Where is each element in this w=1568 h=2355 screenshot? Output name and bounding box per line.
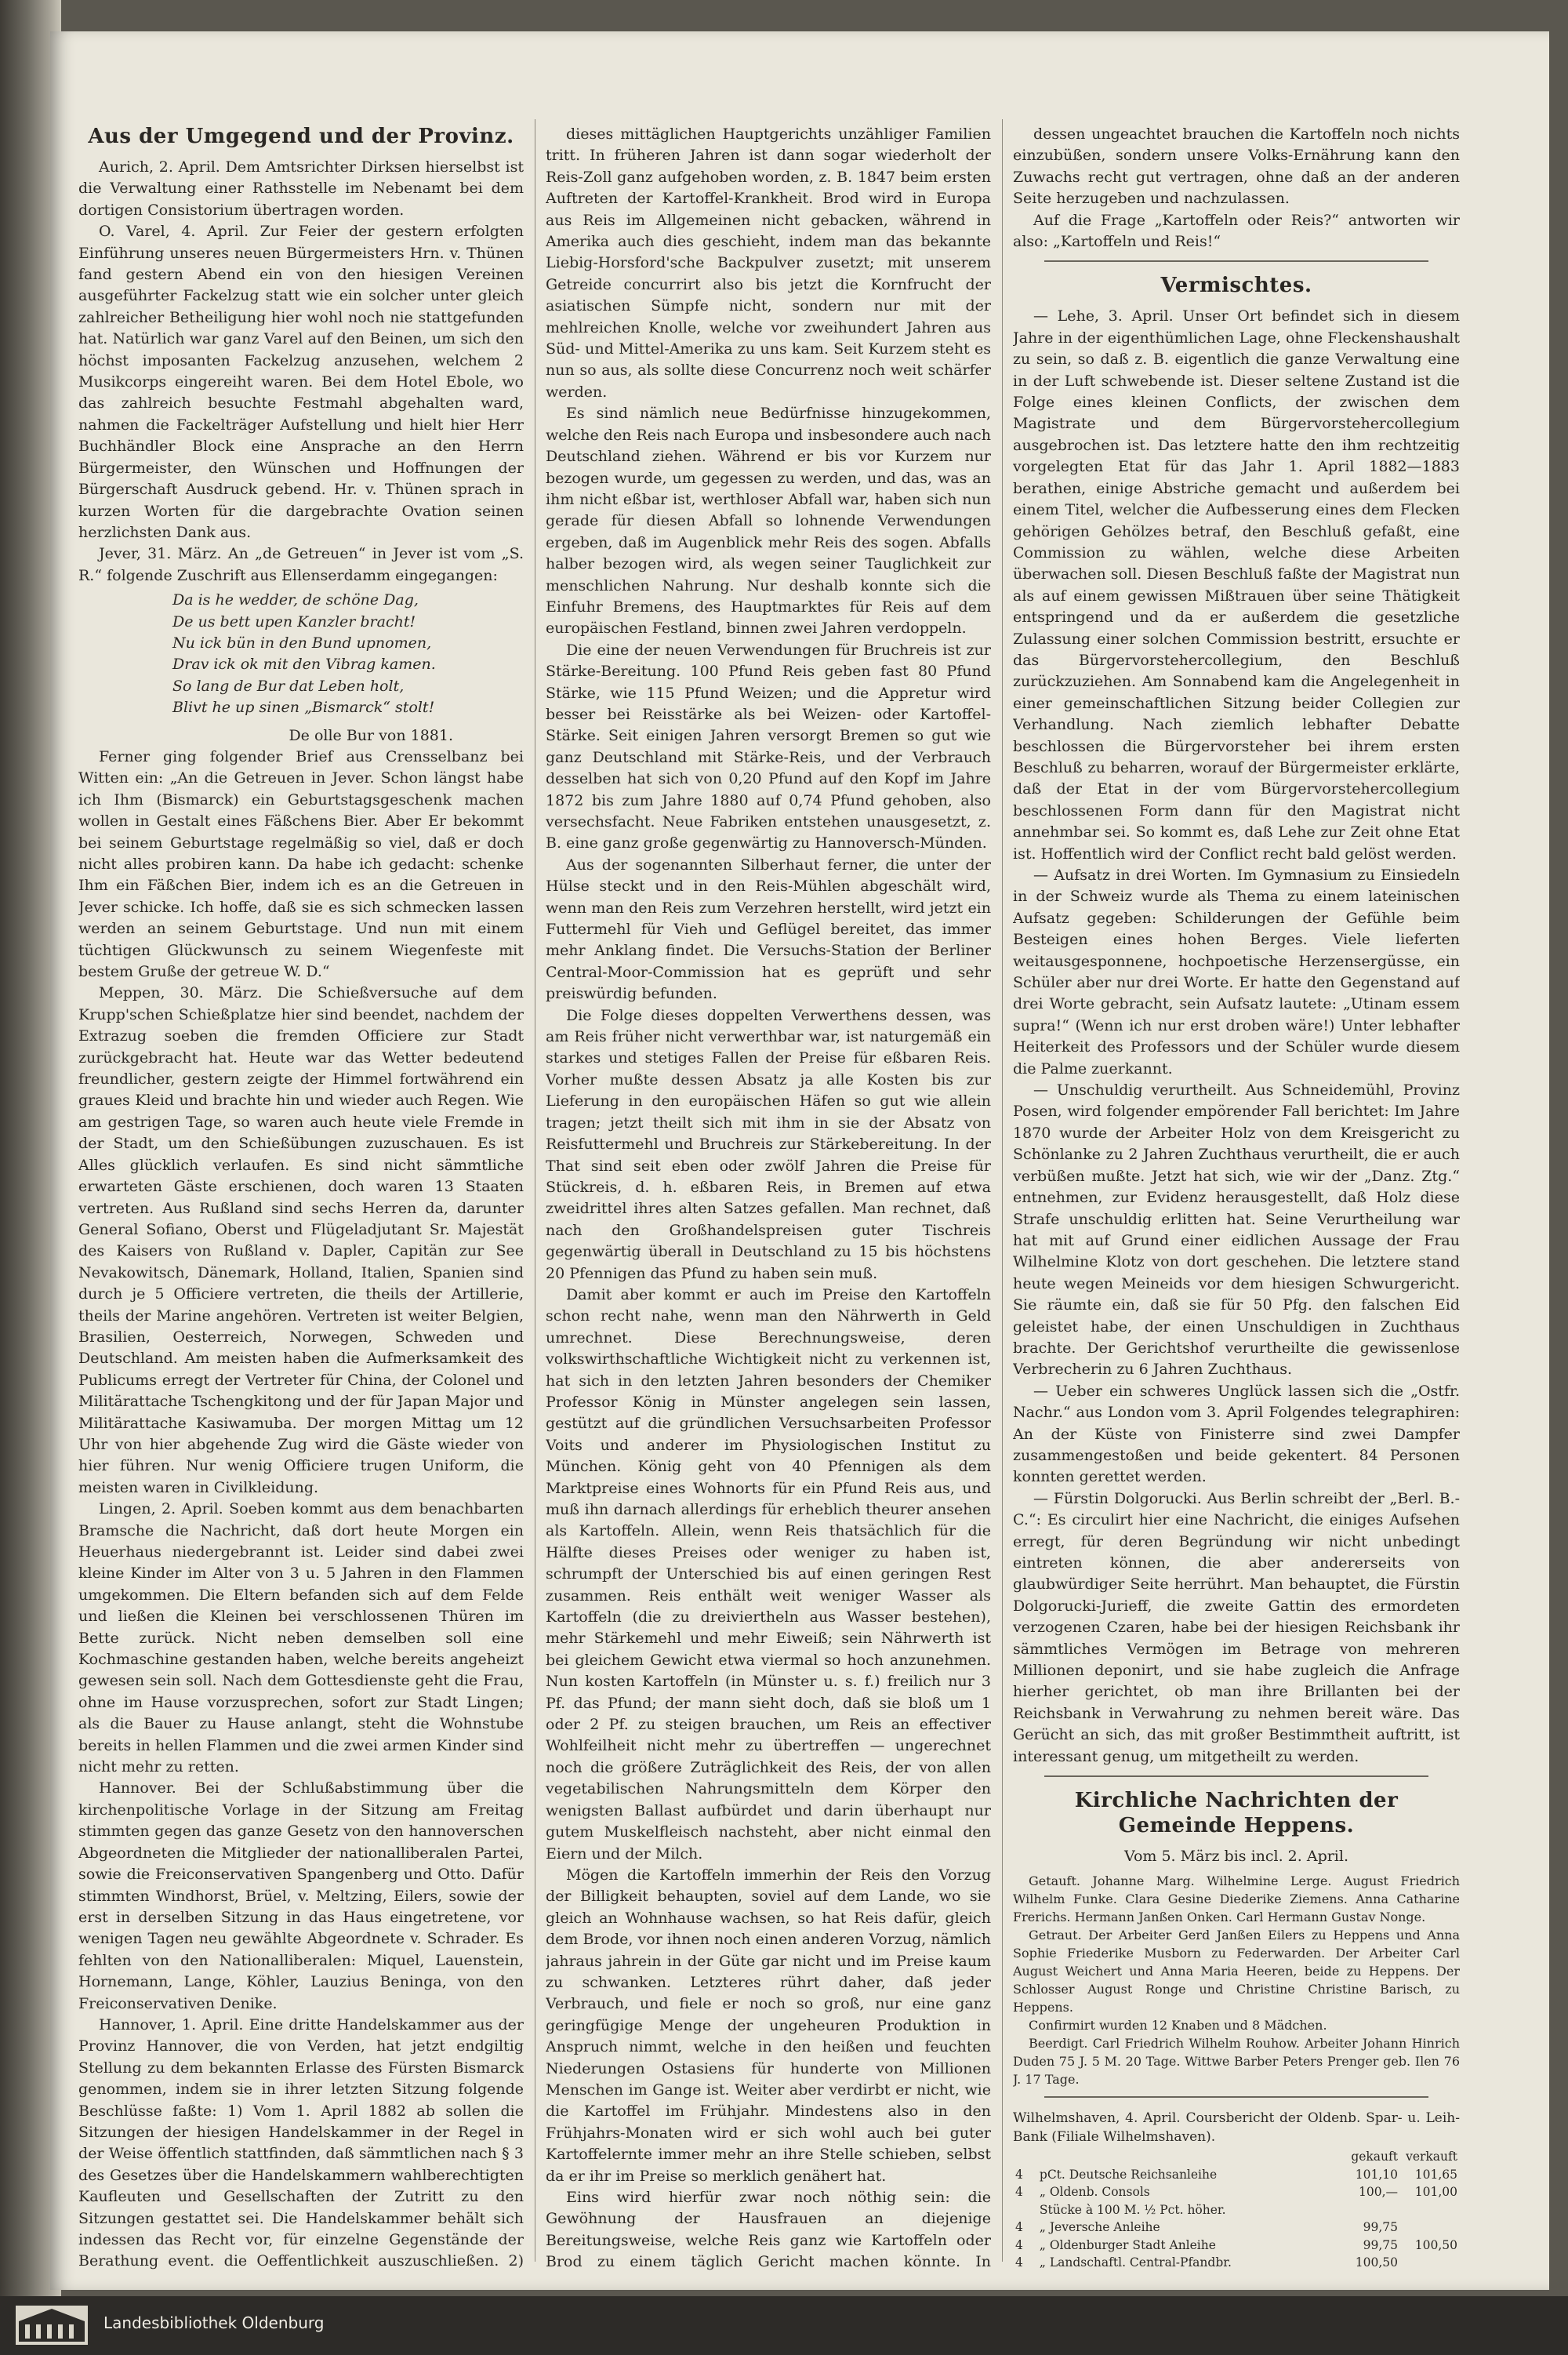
- church-notices: [1013, 1872, 1460, 2088]
- section-title-misc: Vermischtes.: [1160, 274, 1312, 298]
- table-row: [1013, 2272, 1460, 2273]
- article-rice-6: Damit aber kommt er auch im Preise den Kartoffeln schon recht nahe, wenn man den Nährwerth in Geld umrechnet. Diese Berechnungsweise, deren volkswirthschaftliche Wichtigkeit nicht zu verkennen ist, hat sich in den letzten Jahren besonders der Chemiker Professor König in Münster angelegen sein lassen, gestützt auf die gründlichen Versuchsarbeiten Professor Voits und anderer im Physiologischen Institut zu München. König geht von 40 Pfennigen als dem Marktpreise eines Wohnorts für ein Pfund Reis aus, und muß ihn darnach allerdings für erheblich theurer ansehen als Kartoffeln. Allein, wenn Reis thatsächlich für die Hälfte dieses Preises oder weniger zu haben ist, schrumpft der Unterschied bis auf einen geringen Rest zusammen. Reis enthält weit weniger Wasser als Kartoffeln (die zu dreiviertheln aus Wasser bestehen), mehr Stärkemehl und mehr Eiweiß; sein Nährwerth ist bei gleichem Gewicht etwa viermal so hoch anzunehmen. Nun kosten Kartoffeln (in Münster u. s. f.) freilich nur 3 Pf. das Pfund; der mann sieht doch, daß sie bloß um 1 oder 2 Pf. zu steigen brauchen, um Reis an effectiver Wohlfeilheit nicht mehr zu übertreffen — ungerechnet noch die größere Zuträglichkeit des Reis, der von allen vegetabilischen Nahrungsmitteln dem Körper den wenigsten Ballast aufbürdet und darin überhaupt nur gutem Muskelfleisch nachsteht, aber nicht einmal den Eiern und der Milch.: [546, 1285, 991, 1863]
- quote-name: „ Oldenburger Stadt Anleihe: [1039, 2237, 1216, 2252]
- church-married: Getraut. Der Arbeiter Gerd Janßen Eilers zu Heppens und Anna Sophie Friederike Musborn zu Federwarden. Der Arbeiter Carl August Weichert und Anna Maria Heeren, beide zu Heppens. Der Schlosser August Ronge und Christine Christine Barisch, zu Heppens.: [1013, 1928, 1460, 2015]
- section-rule: [1044, 1775, 1428, 1777]
- column-left: [78, 124, 524, 2273]
- section-rule: [1044, 2096, 1428, 2098]
- article-letter: Ferner ging folgender Brief aus Crensselbanz bei Witten ein: „An die Getreuen in Jever. Schon längst habe ich Ihm (Bismarck) ein Geburtstagsgeschenk machen wollen in Gestalt eines Fäßchens Bier. Aber Er bekommt bei seinem Geburtstage regelmäßig so viel, daß er doch nicht alles probiren kann. Da habe ich gedacht: schenke Ihm ein Fäßchen Bier, indem ich es an die Getreuen in Jever schicke. Ich hoffe, daß sie es sich schmecken lassen werden an seinem Geburtstage. Und nun mit einem tüchtigen Glückwunsch zu seinem Wiegenfeste mit bestem Gruße der getreue W. D.“: [78, 747, 524, 981]
- table-row: [1013, 2201, 1460, 2219]
- article-rice-7: Mögen die Kartoffeln immerhin der Reis den Vorzug der Billigkeit behaupten, soviel auf dem Lande, wo sie gleich an Wohnhause wachsen, so hat Reis dafür, gleich dem Brode, vor ihnen noch einen anderen Vorzug, nämlich jahraus jahrein in der Güte gar nicht und im Preise kaum zu schwanken. Letzteres rührt daher, daß jeder Verbrauch, und fiele er noch so groß, nur eine ganz geringfügige Menge der ungeheuren Produktion in Anspruch nimmt, welche in den heißen und feuchten Niederungen Ostasiens für hunderte von Millionen Menschen im Gange ist. Weiter aber verdirbt er nicht, wie die Kartoffel im Frühjahr. Mindestens also in den Frühjahrs-Monaten wird er sich wohl auch bei guter Kartoffelernte immer mehr an ihre Stelle schieben, selbst da er ihr im Preise so merklich genähert hat.: [546, 1866, 991, 2185]
- quote-value: 101,00: [1414, 2185, 1457, 2200]
- table-row: [1013, 2219, 1460, 2237]
- quote-value: [1341, 2201, 1400, 2219]
- quote-value: 101,65: [1414, 2167, 1457, 2182]
- poem-line: De us bett upen Kanzler bracht!: [172, 612, 416, 631]
- quote-value: [1400, 2201, 1460, 2219]
- quote-name: „ Oldenb. Consols: [1039, 2185, 1150, 2200]
- quote-value: 99,75: [1363, 2237, 1398, 2252]
- article-dolgorucki: — Fürstin Dolgorucki. Aus Berlin schreibt der „Berl. B.-C.“: Es circulirt hier eine Nachricht, die einiges Aufsehen erregt, für deren Begründung wir nicht unbedingt eintreten können, die aber andererseits von glaubwürdiger Seite herrührt. Man behauptet, die Fürstin Dolgorucki-Jurieff, die zweite Gattin des ermordeten verzogenen Czaren, habe bei der hiesigen Reichsbank ihr sämmtliches Vermögen im Betrage von mehreren Millionen deponirt, und sie habe zugleich die Anfrage hierher gerichtet, ob man ihre Brillanten bei der Reichsbank in Verwahrung zu nehmen bereit wäre. Das Gerücht an sich, das mit großer Bestimmtheit auftritt, ist interessant genug, um mitgetheilt zu werden.: [1013, 1489, 1460, 1765]
- article-jever: Jever, 31. März. An „de Getreuen“ in Jever ist vom „S. R.“ folgende Zuschrift aus Ellenserdamm eingegangen:: [78, 545, 524, 584]
- article-aurich: Aurich, 2. April. Dem Amtsrichter Dirksen hierselbst ist die Verwaltung einer Rathsstelle im Nebenamt bei dem dortigen Consistorium übertragen worden.: [78, 158, 524, 219]
- quote-value: [1400, 2272, 1460, 2273]
- article-hannover-vote: Hannover. Bei der Schlußabstimmung über die kirchenpolitische Vorlage in der Sitzung am Freitag stimmten gegen das ganze Gesetz von den hannoverschen Abgeordneten die Mitglieder der nationalliberalen Partei, sowie die Freiconservativen Spangenberg und Otto. Dafür stimmten Windhorst, Brüel, v. Meltzing, Eilers, sowie der erst in derselben Sitzung in das Haus eingetretene, vor wenigen Tagen neu gewählte Abgeordnete v. Schrader. Es fehlten von den Nationalliberalen: Miquel, Lauenstein, Hornemann, Lange, Köhler, Lauzius Beninga, von den Freiconservativen Denike.: [78, 1779, 524, 2012]
- library-name: Landesbibliothek Oldenburg: [103, 2313, 325, 2332]
- market-quotes-body: [1013, 2166, 1460, 2273]
- section-title-church: Kirchliche Nachrichten der Gemeinde Heppens.: [1074, 1789, 1399, 1838]
- column-middle: [546, 124, 991, 2273]
- quote-rate: [1013, 2272, 1037, 2273]
- quote-value: 99,75: [1363, 2220, 1398, 2235]
- library-logo-icon: [16, 2306, 88, 2345]
- table-row: [1013, 2183, 1460, 2201]
- article-lehe: — Lehe, 3. April. Unser Ort befindet sich in diesem Jahre in der eigenthümlichen Lage, ohne Fleckenshaushalt zu sein, so daß z. B. eigentlich die ganze Verwaltung eine in der Luft schwebende ist. Dieser seltene Zustand ist die Folge eines kleinen Conflicts, der zwischen dem Magistrate und dem Bürgervorstehercollegium ausgebrochen ist. Das letztere hatte den ihm rechtzeitig vorgelegten Etat für das Jahr 1. April 1882—1883 berathen, einige Abstriche gemacht und außerdem bei einem Titel, welcher die Aufbesserung eines dem Flecken gehörigen Gehölzes betraf, den Beschluß gefaßt, eine Commission zu wählen, welche diese Arbeiten überwachen soll. Diesen Beschluß faßte der Magistrat nun als auf einem gewissen Mißtrauen über seine Thätigkeit entspringend und da er außerdem die gesetzliche Zulassung einer solchen Commission bestritt, ersuchte er das Bürgervorstehercollegium, den Beschluß zurückzuziehen. Am Sonnabend kam die Angelegenheit in einer gemeinschaftlichen Sitzung beider Collegien zur Verhandlung. Nach ziemlich lebhafter Debatte beschlossen die Bürgervorsteher bei ihrem ersten Beschluß zu beharren, worauf der Bürgermeister erklärte, daß der Etat in der vom Bürgervorstehercollegium beschlossenen Form dann für den Magistrat nicht annehmbar sei. So kommt es, daß Lehe zur Zeit ohne Etat ist. Hoffentlich wird der Conflict recht bald gelöst werden.: [1013, 307, 1460, 863]
- table-row: [1013, 2237, 1460, 2255]
- column-divider: [1002, 119, 1003, 2262]
- article-innocent: — Unschuldig verurtheilt. Aus Schneidemühl, Provinz Posen, wird folgender empörender Fall berichtet: Im Jahre 1870 wurde der Arbeiter Holz von dem Kreisgericht zu Schönlanke zu 2 Jahren Zuchthaus verurtheilt, die er auch verbüßen mußte. Jetzt hat sich, wie wir der „Danz. Ztg.“ entnehmen, zur Evidenz herausgestellt, daß Holz diese Strafe unschuldig erlitten hat. Seine Verurtheilung war hat mit auf Grund einer eidlichen Aussage der Frau Wilhelmine Klotz von dort geschehen. Die letztere stand heute wegen Meineids vor dem hiesigen Schwurgericht. Sie räumte ein, daß sie für 50 Pfg. den falschen Eid geleistet habe, der einen Unschuldigen in Zuchthaus brachte. Der Gerichtshof verurtheilte die gewissenlose Verbrecherin zu 6 Jahren Zuchthaus.: [1013, 1081, 1460, 1379]
- church-date-range: Vom 5. März bis incl. 2. April.: [1123, 1848, 1349, 1866]
- article-rice-8: Eins wird hierfür zwar noch nöthig sein: die Gewöhnung der Hausfrauen an diejenige Bereitungsweise, welche Reis ganz wie Kartoffeln oder Brod zu einem täglich Gericht machen könnte. In: [546, 2189, 991, 2271]
- newspaper-page: [50, 31, 1549, 2290]
- article-lingen: Lingen, 2. April. Soeben kommt aus dem benachbarten Bramsche die Nachricht, daß dort heute Morgen ein Heuerhaus niedergebrannt ist. Leider sind dabei zwei kleine Kinder im Alter von 3 u. 5 Jahren in den Flammen umgekommen. Die Eltern befanden sich auf dem Felde und ließen die Kleinen bei verschlossenen Thüren im Bette zurück. Nicht neben demselben soll eine Kochmaschine gestanden haben, welche bereits angeheizt gewesen sein soll. Nach dem Gottesdienste geht die Frau, ohne im Hause vorzusprechen, sofort zur Stadt Lingen; als die Bauer zu Hause anlangt, steht die Wohnstube bereits in hellen Flammen und die zwei armen Kinder sind nicht mehr zu retten.: [78, 1500, 524, 1776]
- article-rice-5: Die Folge dieses doppelten Verwerthens dessen, was am Reis früher nicht verwerthbar war, ist naturgemäß ein starkes und stetiges Fallen der Preise für eßbaren Reis. Vorher mußte dessen Absatz ja alle Kosten bis zur Lieferung in den europäischen Häfen so gut wie allein tragen; jetzt theilt sich mit ihm in sie der Absatz von Reisfuttermehl und Bruchreis zur Stärkebereitung. In der That sind seit eben oder zwölf Jahren die Preise für Stückreis, d. h. eßbaren Reis, in Bremen auf etwa zweidrittel ihres alten Satzes gefallen. Man rechnet, daß nach den Großhandelspreisen guter Tischreis gegenwärtig überall in Deutschland zu 15 bis höchstens 20 Pfennigen das Pfund zu haben sein muß.: [546, 1006, 991, 1282]
- quote-rate: [1013, 2201, 1037, 2219]
- table-row: [1013, 2254, 1460, 2272]
- poem: [172, 590, 524, 718]
- quote-name: Stücke à 100 M. ½ Pct. höher.: [1039, 2202, 1226, 2217]
- church-baptized: Getauft. Johanne Marg. Wilhelmine Lerge. August Friedrich Wilhelm Funke. Clara Gesine Diederike Ziemens. Anna Catharine Frerichs. Hermann Janßen Onken. Carl Hermann Gustav Nonge.: [1013, 1873, 1460, 1925]
- table-header-row: [1013, 2148, 1460, 2166]
- article-rice-3: Die eine der neuen Verwendungen für Bruchreis ist zur Stärke-Bereitung. 100 Pfund Reis geben fast 80 Pfund Stärke, wie 115 Pfund Weizen; und die Appretur wird besser bei Reisstärke als bei Weizen- oder Kartoffel-Stärke. Seit einigen Jahren versorgt Bremen so gut wie ganz Deutschland mit Stärke-Reis, und der Verbrauch desselben hat sich von 0,20 Pfund auf den Kopf im Jahre 1872 bis zum Jahre 1880 auf 0,74 Pfund gehoben, also versechsfacht. Neue Fabriken entstehen unausgesetzt, z. B. eine ganz große gegenwärtig zu Hannoversch-Münden.: [546, 641, 991, 852]
- section-title-province: Aus der Umgegend und der Provinz.: [88, 125, 514, 148]
- church-confirmed: Confirmirt wurden 12 Knaben und 8 Mädchen.: [1029, 2018, 1327, 2033]
- quote-value: [1400, 2219, 1460, 2237]
- quote-name: „ Jeversche Anleihe: [1039, 2220, 1160, 2235]
- market-quotes-table: [1013, 2148, 1460, 2273]
- quote-name: pCt. Deutsche Reichsanleihe: [1039, 2167, 1218, 2182]
- article-essay: — Aufsatz in drei Worten. Im Gymnasium zu Einsiedeln in der Schweiz wurde als Thema zu einem lateinischen Aufsatz gegeben: Schilderungen der Gefühle beim Besteigen eines hohen Berges. Viele lieferten weitausgesponnene, hochpoetische Herzensergüsse, ein Schüler aber nur drei Worte. Er hatte den Gegenstand auf drei Worte gebracht, sein Aufsatz lautete: „Utinam essem supra!“ (Wenn ich nur erst droben wäre!) Unter lebhafter Heiterkeit des Professors und der Schüler wurde diesem die Palme zuerkannt.: [1013, 867, 1460, 1078]
- quote-rate: 4: [1015, 2255, 1023, 2270]
- article-rice-4: Aus der sogenannten Silberhaut ferner, die unter der Hülse steckt und in den Reis-Mühlen abgeschält wird, wenn man den Reis zum Verzehren herstellt, wird jetzt ein Futtermehl für Vieh und Geflügel bereitet, das immer mehr Anklang findet. Die Versuchs-Station der Berliner Central-Moor-Commission hat es geprüft und sehr preiswürdig befunden.: [546, 856, 991, 1003]
- poem-line: Da is he wedder, de schöne Dag,: [172, 591, 419, 609]
- col-header-sold: verkauft: [1406, 2150, 1457, 2164]
- article-rice-2: Es sind nämlich neue Bedürfnisse hinzugekommen, welche den Reis nach Europa und insbesondere auch nach Deutschland ziehen. Während er bis vor Kurzem nur bezogen wurde, um gegessen zu werden, und das, was an ihm nicht eßbar ist, werthloser Abfall war, haben sich nun gerade für diesen Abfall so lohnende Verwendungen ergeben, daß im Augenblick mehr Reis des sogen. Abfalls halber bezogen wird, als wegen seiner Tauglichkeit zur menschlichen Nahrung. Nur deshalb konnte sich die Einfuhr Bremens, des Hauptmarktes für Reis auf dem europäischen Festland, binnen zwei Jahren verdoppeln.: [546, 405, 991, 638]
- church-buried: Beerdigt. Carl Friedrich Wilhelm Rouhow. Arbeiter Johann Hinrich Duden 75 J. 5 M. 20 Tage. Wittwe Barber Peters Prenger geb. Ilen 76 J. 17 Tage.: [1013, 2036, 1460, 2088]
- quote-value: [1400, 2254, 1460, 2272]
- section-rule: [1044, 260, 1428, 262]
- quote-value: [1341, 2272, 1400, 2273]
- quote-name: [1037, 2272, 1341, 2273]
- column-right: [1013, 124, 1460, 2273]
- quote-value: 101,10: [1355, 2167, 1398, 2182]
- col-header-bought: gekauft: [1351, 2150, 1398, 2164]
- article-rice-answer: Auf die Frage „Kartoffeln oder Reis?“ antworten wir also: „Kartoffeln und Reis!“: [1013, 211, 1460, 251]
- quote-value: 100,50: [1414, 2237, 1457, 2252]
- poem-line: So lang de Bur dat Leben holt,: [172, 677, 405, 695]
- article-meppen: Meppen, 30. März. Die Schießversuche auf dem Krupp'schen Schießplatze hier sind beendet, nachdem der Extrazug soeben die fremden Officiere zur Stadt zurückgebracht hat. Heute war das Wetter bedeutend freundlicher, gestern zeigte der Himmel fortwährend ein graues Kleid und brachte hin und wieder auch Regen. Wie am gestrigen Tage, so waren auch heute viele Fremde in der Stadt, um den Schießübungen zuzuschauen. Es ist Alles glücklich verlaufen. Es sind nicht sämmtliche erwarteten Gäste erschienen, doch waren 13 Staaten vertreten. Aus Rußland sind sechs Herren da, darunter General Sofiano, Oberst und Flügeladjutant Sr. Majestät des Kaisers von Rußland v. Dapler, Capitän zur See Nevakowitsch, Dänemark, Holland, Italien, Spanien sind durch je 5 Officiere vertreten, die theils der Artillerie, theils der Marine angehören. Vertreten ist weiter Belgien, Brasilien, Oesterreich, Norwegen, Schweden und Deutschland. Am meisten haben die Aufmerksamkeit des Publicums erregt der Vertreter für China, der Colonel und Militärattache Tschengkitong und der für Japan Major und Militärattache Kasiwamuba. Der morgen Mittag um 12 Uhr von hier abgehende Zug wird die Gäste wieder von hier führen. Nur wenig Officiere trugen Uniform, die meisten waren in Civilkleidung.: [78, 984, 524, 1496]
- quote-rate: 4: [1015, 2220, 1023, 2235]
- article-accident: — Ueber ein schweres Unglück lassen sich die „Ostfr. Nachr.“ aus London vom 3. April Folgendes telegraphiren: An der Küste von Finisterre sind zwei Dampfer zusammengestoßen und beide gekentert. 84 Personen konnten gerettet werden.: [1013, 1382, 1460, 1486]
- poem-line: Blivt he up sinen „Bismarck“ stolt!: [172, 699, 435, 717]
- poem-line: Nu ick bün in den Bund upnomen,: [172, 634, 432, 652]
- quote-name: „ Landschaftl. Central-Pfandbr.: [1039, 2255, 1232, 2270]
- poem-line: Drav ick ok mit den Vibrag kamen.: [172, 656, 436, 674]
- article-rice-1: dieses mittäglichen Hauptgerichts unzähliger Familien tritt. In früheren Jahren ist dann sogar wiederholt der Reis-Zoll ganz aufgehoben worden, z. B. 1847 beim ersten Auftreten der Kartoffel-Krankheit. Brod wird in Europa aus Reis im Allgemeinen nicht gebacken, während in Amerika auch dies geschieht, indem man das bekannte Liebig-Horsford'sche Backpulver zusetzt; mit unserem Getreide concurrirt also bis jetzt die Kornfrucht der asiatischen Sümpfe nicht, sondern nur mit der mehlreichen Knolle, welche vor zweihundert Jahren aus Süd- und Mittel-Amerika zu uns kam. Seit Kurzem steht es nun so aus, als sollte diese Concurrenz noch weit schärfer werden.: [546, 125, 991, 401]
- quote-rate: 4: [1015, 2167, 1023, 2182]
- market-report-title: Wilhelmshaven, 4. April. Coursbericht der Oldenb. Spar- u. Leih-Bank (Filiale Wilhelmshaven).: [1013, 2110, 1460, 2146]
- quote-rate: 4: [1015, 2185, 1023, 2200]
- article-rice-end: dessen ungeachtet brauchen die Kartoffeln noch nichts einzubüßen, sondern unsere Volks-Ernährung kann den Zuwachs recht gut vertragen, ohne daß an der anderen Seite herzugeben und nachzulassen.: [1013, 125, 1460, 208]
- quote-value: 100,50: [1355, 2255, 1398, 2270]
- poem-signature: De olle Bur von 1881.: [289, 726, 453, 744]
- article-hannover-chamber: Hannover, 1. April. Eine dritte Handelskammer aus der Provinz Hannover, die von Verden, hat jetzt endgiltig Stellung zu dem bekannten Erlasse des Fürsten Bismarck genommen, indem sie in ihrer letzten Sitzung folgende Beschlüsse faßte: 1) Vom 1. April 1882 ab sollen die Sitzungen der hiesigen Handelskammer in der Regel in der Weise öffentlich stattfinden, daß sämmtlichen nach § 3 des Gesetzes über die Handelskammern wahlberechtigten Kaufleuten und Gesellschaften der Zutritt zu den Sitzungen gestattet sei. Die Handelskammer behält sich indessen das Recht vor, für einzelne Gegenstände der Berathung event. die Oeffentlichkeit auszuschließen. 2): [78, 2015, 524, 2270]
- article-varel: O. Varel, 4. April. Zur Feier der gestern erfolgten Einführung unseres neuen Bürgermeisters Hrn. v. Thünen fand gestern Abend ein von den hiesigen Vereinen ausgeführter Fackelzug statt wie ein solcher unter gleich zahlreicher Betheiligung hier wohl noch nie stattgefunden hat. Natürlich war ganz Varel auf den Beinen, um sich den höchst imposanten Fackelzug anzusehen, welchem 2 Musikcorps eingereiht waren. Bei dem Hotel Ebole, wo das zahlreich besuchte Festmahl abgehalten ward, nahmen die Fackelträger Aufstellung und hielt hier Herr Buchhändler Block eine Ansprache an den Herrn Bürgermeister, den Wünschen und Hoffnungen der Bürgerschaft Ausdruck gebend. Hr. v. Thünen sprach in kurzen Worten für die dargebrachte Ovation seinen herzlichsten Dank aus.: [78, 223, 524, 541]
- quote-value: 100,—: [1358, 2185, 1398, 2200]
- quote-rate: 4: [1015, 2237, 1023, 2252]
- table-row: [1013, 2166, 1460, 2184]
